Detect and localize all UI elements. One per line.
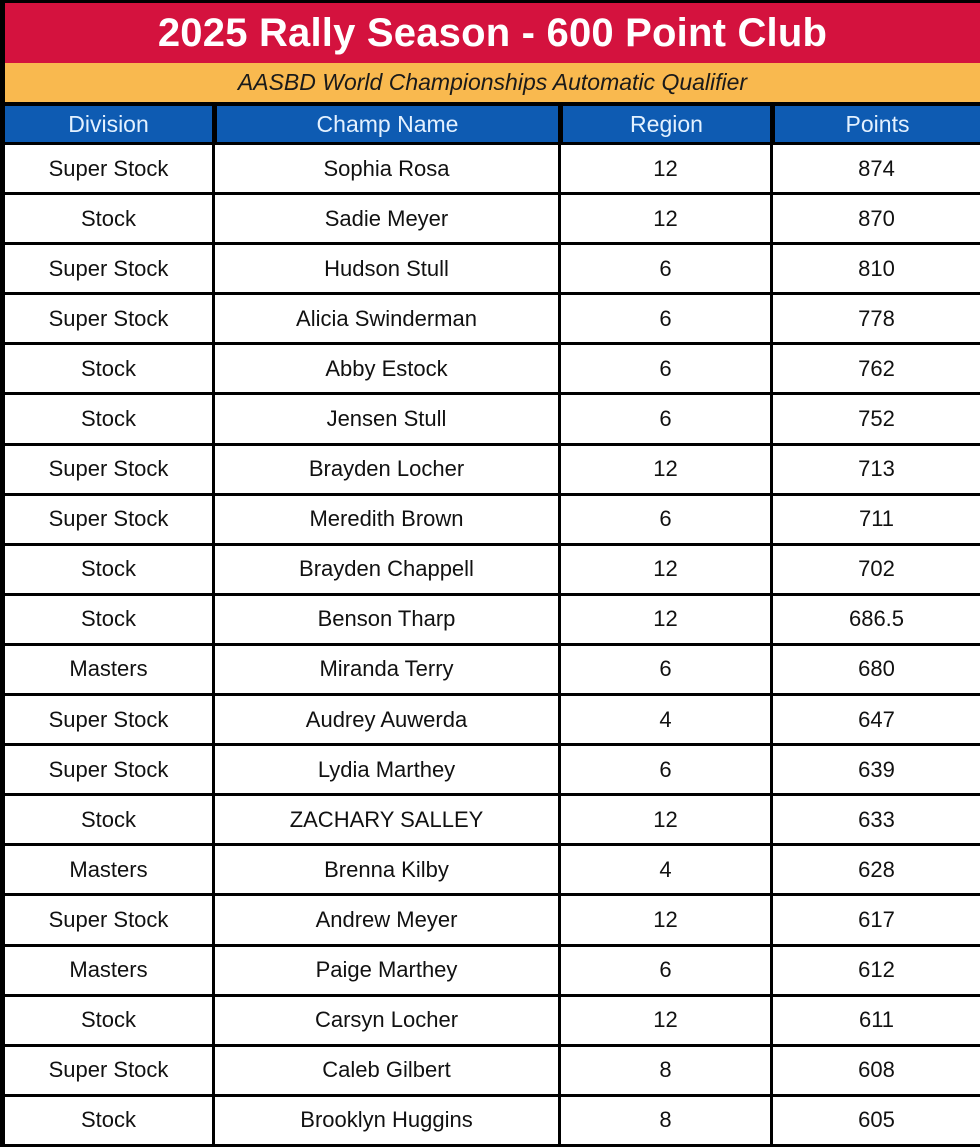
champ-name-cell: Abby Estock — [212, 345, 558, 395]
column-header-division: Division — [0, 104, 212, 145]
region-cell: 4 — [558, 846, 770, 896]
champ-name-cell: Brayden Chappell — [212, 546, 558, 596]
division-cell: Masters — [0, 846, 212, 896]
division-cell: Super Stock — [0, 696, 212, 746]
page-subtitle: AASBD World Championships Automatic Qualifier — [5, 63, 980, 102]
region-cell: 8 — [558, 1097, 770, 1147]
points-cell: 711 — [770, 496, 980, 546]
points-cell: 611 — [770, 997, 980, 1047]
points-cell: 752 — [770, 395, 980, 445]
points-cell: 608 — [770, 1047, 980, 1097]
region-cell: 12 — [558, 796, 770, 846]
column-header-region: Region — [558, 104, 770, 145]
division-cell: Super Stock — [0, 896, 212, 946]
division-cell: Stock — [0, 796, 212, 846]
region-cell: 12 — [558, 546, 770, 596]
division-cell: Stock — [0, 1097, 212, 1147]
region-cell: 12 — [558, 596, 770, 646]
page-title: 2025 Rally Season - 600 Point Club — [5, 3, 980, 63]
column-header-champ-name: Champ Name — [212, 104, 558, 145]
champ-name-cell: Sadie Meyer — [212, 195, 558, 245]
region-cell: 12 — [558, 446, 770, 496]
region-cell: 6 — [558, 947, 770, 997]
region-cell: 6 — [558, 395, 770, 445]
division-cell: Super Stock — [0, 145, 212, 195]
points-cell: 874 — [770, 145, 980, 195]
region-cell: 6 — [558, 245, 770, 295]
region-cell: 12 — [558, 195, 770, 245]
points-cell: 612 — [770, 947, 980, 997]
division-cell: Stock — [0, 395, 212, 445]
region-cell: 4 — [558, 696, 770, 746]
champ-name-cell: Audrey Auwerda — [212, 696, 558, 746]
champ-name-cell: Meredith Brown — [212, 496, 558, 546]
region-cell: 12 — [558, 997, 770, 1047]
champ-name-cell: Sophia Rosa — [212, 145, 558, 195]
division-cell: Super Stock — [0, 295, 212, 345]
points-cell: 713 — [770, 446, 980, 496]
division-cell: Super Stock — [0, 746, 212, 796]
points-cell: 628 — [770, 846, 980, 896]
champ-name-cell: Jensen Stull — [212, 395, 558, 445]
points-cell: 870 — [770, 195, 980, 245]
region-cell: 6 — [558, 746, 770, 796]
division-cell: Masters — [0, 947, 212, 997]
champ-name-cell: Brooklyn Huggins — [212, 1097, 558, 1147]
standings-table — [0, 104, 980, 1147]
region-cell: 6 — [558, 295, 770, 345]
champ-name-cell: Benson Tharp — [212, 596, 558, 646]
division-cell: Stock — [0, 997, 212, 1047]
division-cell: Super Stock — [0, 1047, 212, 1097]
division-cell: Stock — [0, 195, 212, 245]
region-cell: 12 — [558, 896, 770, 946]
champ-name-cell: ZACHARY SALLEY — [212, 796, 558, 846]
champ-name-cell: Andrew Meyer — [212, 896, 558, 946]
champ-name-cell: Paige Marthey — [212, 947, 558, 997]
champ-name-cell: Lydia Marthey — [212, 746, 558, 796]
points-cell: 686.5 — [770, 596, 980, 646]
division-cell: Super Stock — [0, 245, 212, 295]
champ-name-cell: Carsyn Locher — [212, 997, 558, 1047]
champ-name-cell: Miranda Terry — [212, 646, 558, 696]
division-cell: Super Stock — [0, 446, 212, 496]
division-cell: Stock — [0, 596, 212, 646]
points-cell: 702 — [770, 546, 980, 596]
column-header-points: Points — [770, 104, 980, 145]
champ-name-cell: Alicia Swinderman — [212, 295, 558, 345]
points-cell: 605 — [770, 1097, 980, 1147]
region-cell: 8 — [558, 1047, 770, 1097]
region-cell: 6 — [558, 496, 770, 546]
region-cell: 6 — [558, 646, 770, 696]
points-cell: 810 — [770, 245, 980, 295]
division-cell: Stock — [0, 546, 212, 596]
division-cell: Masters — [0, 646, 212, 696]
champ-name-cell: Brayden Locher — [212, 446, 558, 496]
champ-name-cell: Brenna Kilby — [212, 846, 558, 896]
champ-name-cell: Caleb Gilbert — [212, 1047, 558, 1097]
region-cell: 12 — [558, 145, 770, 195]
points-cell: 639 — [770, 746, 980, 796]
points-cell: 778 — [770, 295, 980, 345]
points-cell: 617 — [770, 896, 980, 946]
region-cell: 6 — [558, 345, 770, 395]
points-cell: 633 — [770, 796, 980, 846]
points-cell: 680 — [770, 646, 980, 696]
points-cell: 762 — [770, 345, 980, 395]
champ-name-cell: Hudson Stull — [212, 245, 558, 295]
division-cell: Super Stock — [0, 496, 212, 546]
points-cell: 647 — [770, 696, 980, 746]
division-cell: Stock — [0, 345, 212, 395]
